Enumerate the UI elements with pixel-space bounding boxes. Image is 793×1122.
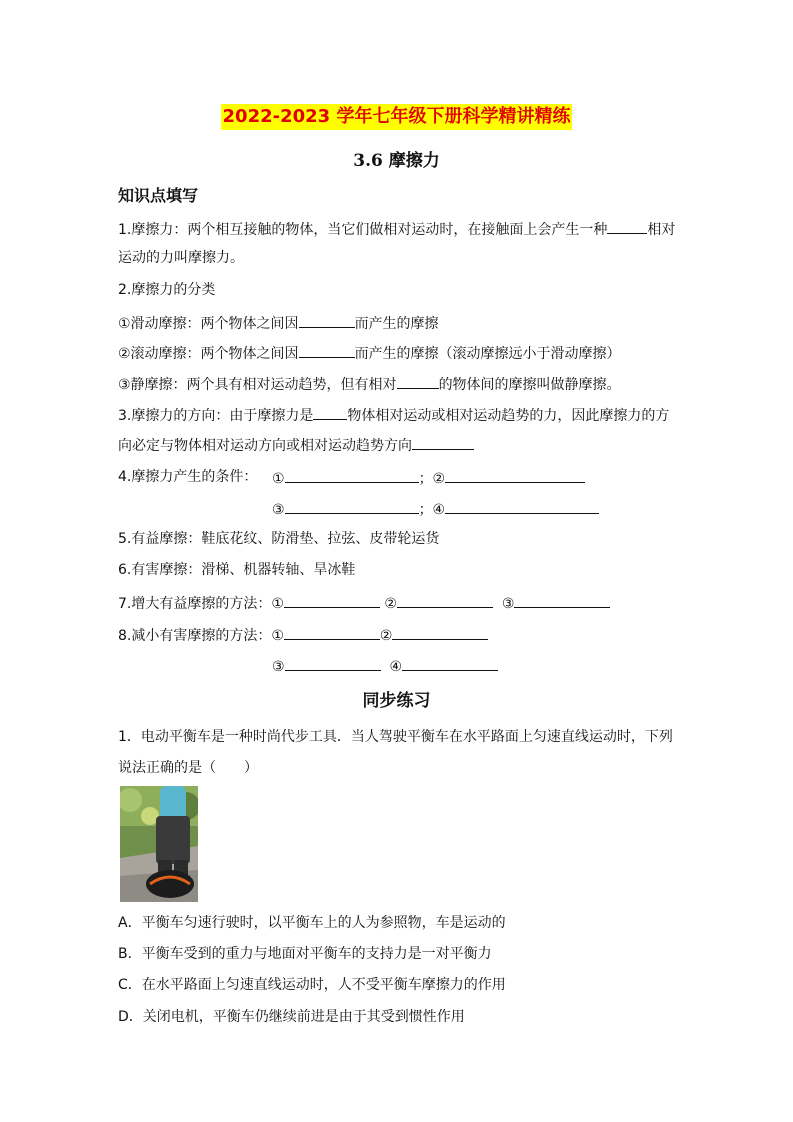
line-text: ③: [501, 596, 515, 612]
fill-blank[interactable]: [514, 592, 610, 608]
line-text: 的物体间的摩擦叫做静摩擦。: [438, 377, 621, 393]
knowledge-line-6: 6.有害摩擦：滑梯、机器转轴、旱冰鞋: [118, 562, 356, 578]
question-1-text: 1．电动平衡车是一种时尚代步工具．当人驾驶平衡车在水平路面上匀速直线运动时，下列: [118, 729, 673, 745]
knowledge-line-3: [118, 404, 669, 426]
line-text: ；④: [418, 502, 446, 518]
fill-blank[interactable]: [299, 342, 355, 358]
fill-blank[interactable]: [313, 404, 347, 420]
page-title: 2022-2023 学年七年级下册科学精讲精练: [221, 104, 573, 130]
knowledge-line-3-cont: [118, 434, 474, 456]
knowledge-line-1: [118, 218, 675, 240]
fill-blank[interactable]: [402, 655, 498, 671]
line-text: ②滚动摩擦：两个物体之间因: [118, 346, 299, 362]
line-text: 3.摩擦力的方向：由于摩擦力是: [118, 408, 314, 424]
fill-blank[interactable]: [284, 592, 380, 608]
header: [0, 104, 793, 130]
knowledge-heading: 知识点填写: [118, 186, 199, 205]
knowledge-line-8: [118, 624, 488, 646]
knowledge-line-1-cont: 运动的力叫摩擦力。: [118, 250, 244, 266]
line-text: 7.增大有益摩擦的方法：①: [118, 596, 284, 612]
fill-blank[interactable]: [397, 373, 439, 389]
line-text: 1.摩擦力：两个相互接触的物体，当它们做相对运动时，在接触面上会产生一种: [118, 222, 608, 238]
knowledge-line-2: 2.摩擦力的分类: [118, 282, 216, 298]
line-text: 8.减小有害摩擦的方法：①: [118, 628, 284, 644]
knowledge-line-2-2: [118, 342, 621, 364]
line-text: ①滑动摩擦：两个物体之间因: [118, 316, 299, 332]
fill-blank[interactable]: [285, 467, 419, 483]
line-text: ③: [272, 659, 285, 675]
fill-blank[interactable]: [285, 655, 381, 671]
knowledge-line-4: [118, 467, 257, 487]
option-c[interactable]: C．在水平路面上匀速直线运动时，人不受平衡车摩擦力的作用: [118, 977, 506, 993]
balance-scooter-image: [120, 786, 198, 902]
question-1-text-cont: 说法正确的是（ ）: [118, 760, 258, 776]
line-text: 向必定与物体相对运动方向或相对运动趋势方向: [118, 438, 412, 454]
fill-blank[interactable]: [445, 467, 585, 483]
line-text: ②: [384, 596, 397, 612]
knowledge-line-2-1: [118, 312, 439, 334]
line-text: 物体相对运动或相对运动趋势的力，因此摩擦力的方: [347, 408, 670, 424]
line-text: 相对: [647, 222, 676, 238]
line-text: 4.摩擦力产生的条件：: [118, 469, 258, 485]
line-text: ②: [379, 628, 393, 644]
condition-row-1: [272, 467, 585, 489]
fill-blank[interactable]: [392, 624, 488, 640]
section-subtitle: 3.6 摩擦力: [353, 151, 440, 171]
condition-row-2: [272, 498, 599, 520]
practice-heading: 同步练习: [362, 691, 431, 711]
option-d[interactable]: D．关闭电机，平衡车仍继续前进是由于其受到惯性作用: [118, 1009, 465, 1025]
fill-blank[interactable]: [397, 592, 493, 608]
fill-blank[interactable]: [284, 624, 380, 640]
line-text: 而产生的摩擦（滚动摩擦远小于滑动摩擦）: [354, 346, 621, 362]
knowledge-line-5: 5.有益摩擦：鞋底花纹、防滑垫、拉弦、皮带轮运货: [118, 531, 440, 547]
line-text: ①: [272, 471, 285, 487]
option-b[interactable]: B．平衡车受到的重力与地面对平衡车的支持力是一对平衡力: [118, 946, 492, 962]
knowledge-line-8-cont: [272, 655, 498, 677]
knowledge-line-7: [118, 592, 610, 614]
line-text: ；②: [418, 471, 446, 487]
line-text: ③: [272, 502, 285, 518]
knowledge-line-2-3: [118, 373, 621, 395]
fill-blank[interactable]: [299, 312, 355, 328]
line-text: ④: [389, 659, 403, 675]
line-text: ③静摩擦：两个具有相对运动趋势，但有相对: [118, 377, 397, 393]
balance-scooter-photo: [120, 786, 198, 902]
option-a[interactable]: A．平衡车匀速行驶时，以平衡车上的人为参照物，车是运动的: [118, 915, 506, 931]
fill-blank[interactable]: [607, 218, 647, 234]
line-text: 而产生的摩擦: [354, 316, 439, 332]
fill-blank[interactable]: [285, 498, 419, 514]
fill-blank[interactable]: [412, 434, 474, 450]
fill-blank[interactable]: [445, 498, 599, 514]
